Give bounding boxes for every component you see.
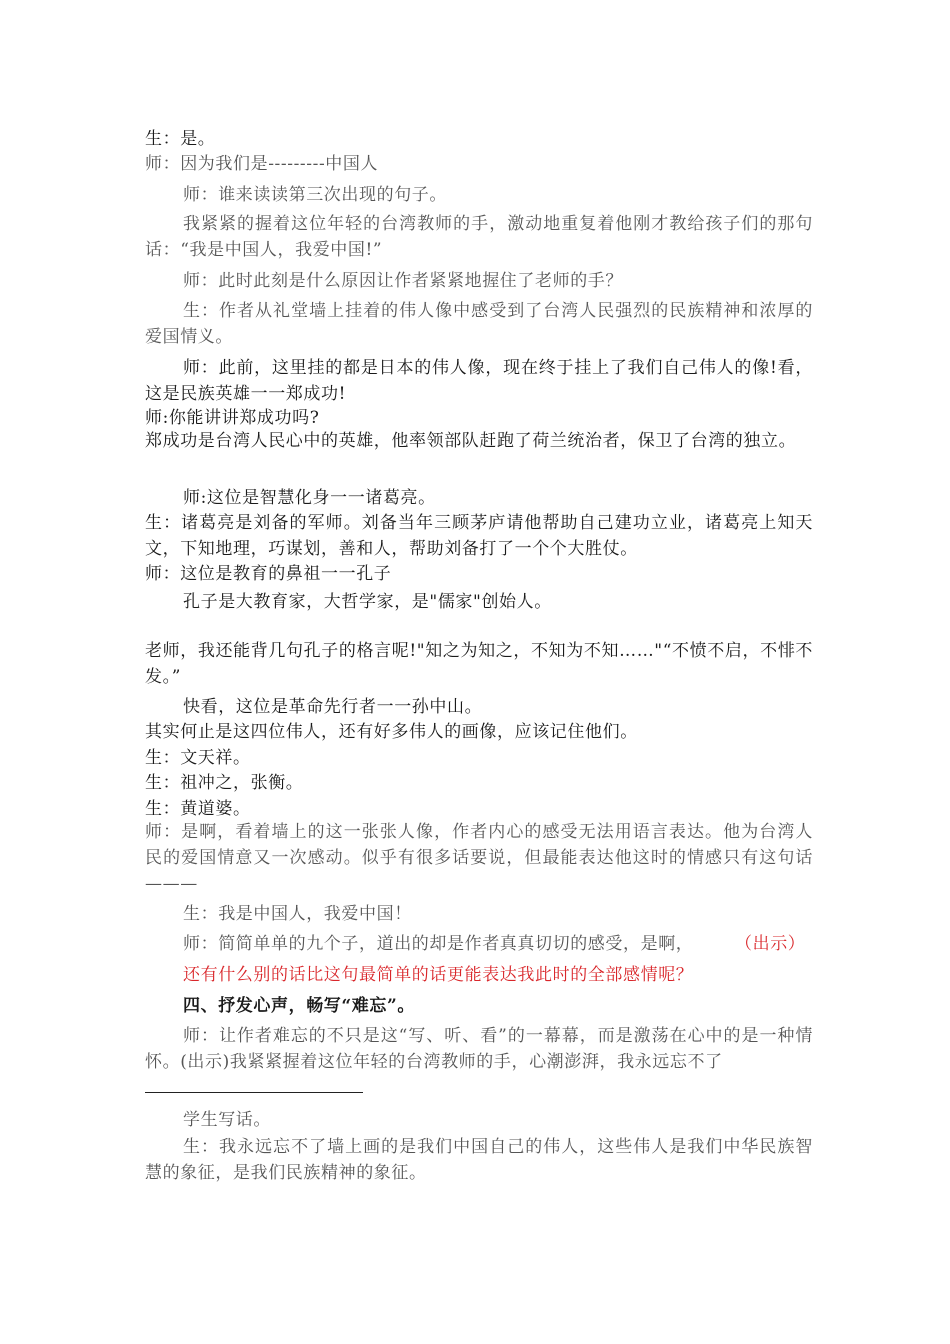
text-line: 生：是。 [145,129,216,149]
text-line: 快看，这位是革命先行者一一孙中山。 [183,697,483,717]
paragraph: 师：此前，这里挂的都是日本的伟人像，现在终于挂上了我们自己伟人的像!看，这是民族英雄一一郑成功! [145,358,813,404]
paragraph: 生：作者从礼堂墙上挂着的伟人像中感受到了台湾人民强烈的民族精神和浓厚的爱国情义。 [145,301,813,347]
text-line: 师:你能讲讲郑成功吗? [145,408,320,428]
text-line: 师:这位是智慧化身一一诸葛亮。 [183,488,436,508]
text-line: 师：因为我们是---------中国人 [145,154,379,174]
text-line: 其实何止是这四位伟人，还有好多伟人的画像，应该记住他们。 [145,722,638,742]
paragraph: 生：诸葛亮是刘备的军师。刘备当年三顾茅庐请他帮助自己建功立业，诸葛亮上知天文，下知地理，巧谋划，善和人，帮助刘备打了一个个大胜仗。 [145,513,813,559]
paragraph: 生：我永远忘不了墙上画的是我们中国自己的伟人，这些伟人是我们中华民族智慧的象征，是我们民族精神的象征。 [145,1137,813,1183]
text-line: 孔子是大教育家，大哲学家，是"儒家"创始人。 [183,592,552,612]
paragraph: 师：让作者难忘的不只是这“写、听、看”的一幕幕，而是激荡在心中的是一种情怀。(出示)我紧紧握着这位年轻的台湾教师的手，心潮澎湃，我永远忘不了 [145,1026,813,1072]
show-label: （出示） [735,934,806,954]
text-line: 师：这位是教育的鼻祖一一孔子 [145,564,392,584]
text-line: 生：文天祥。 [145,748,251,768]
blank-underline [145,1092,363,1093]
text-line: 师：此时此刻是什么原因让作者紧紧地握住了老师的手？ [183,271,623,291]
paragraph: 我紧紧的握着这位年轻的台湾教师的手，激动地重复着他刚才教给孩子们的那句话：“我是中国人，我爱中国!” [145,214,813,260]
paragraph: 老师，我还能背几句孔子的格言呢!"知之为知之，不知为不知……"“不愤不启，不悱不发。” [145,641,813,687]
section-heading: 四、抒发心声，畅写“难忘”。 [183,996,415,1016]
paragraph: 师：是啊，看着墙上的这一张张人像，作者内心的感受无法用语言表达。他为台湾人民的爱国情意又一次感动。似乎有很多话要说，但最能表达他这时的情感只有这句话——— [145,822,813,894]
text-line: 还有什么别的话比这句最简单的话更能表达我此时的全部感情呢？ [183,965,694,985]
text-line: 生：祖冲之，张衡。 [145,773,304,793]
text-line: 学生写话。 [183,1110,271,1130]
text-line: 师：简简单单的九个子，道出的却是作者真真切切的感受，是啊， [183,934,694,954]
text-line: 生：我是中国人，我爱中国！ [183,904,412,924]
text-line: 师：谁来读读第三次出现的句子。 [183,185,447,205]
text-line: 生：黄道婆。 [145,799,251,819]
paragraph: 郑成功是台湾人民心中的英雄，他率领部队赶跑了荷兰统治者，保卫了台湾的独立。 [145,431,797,451]
